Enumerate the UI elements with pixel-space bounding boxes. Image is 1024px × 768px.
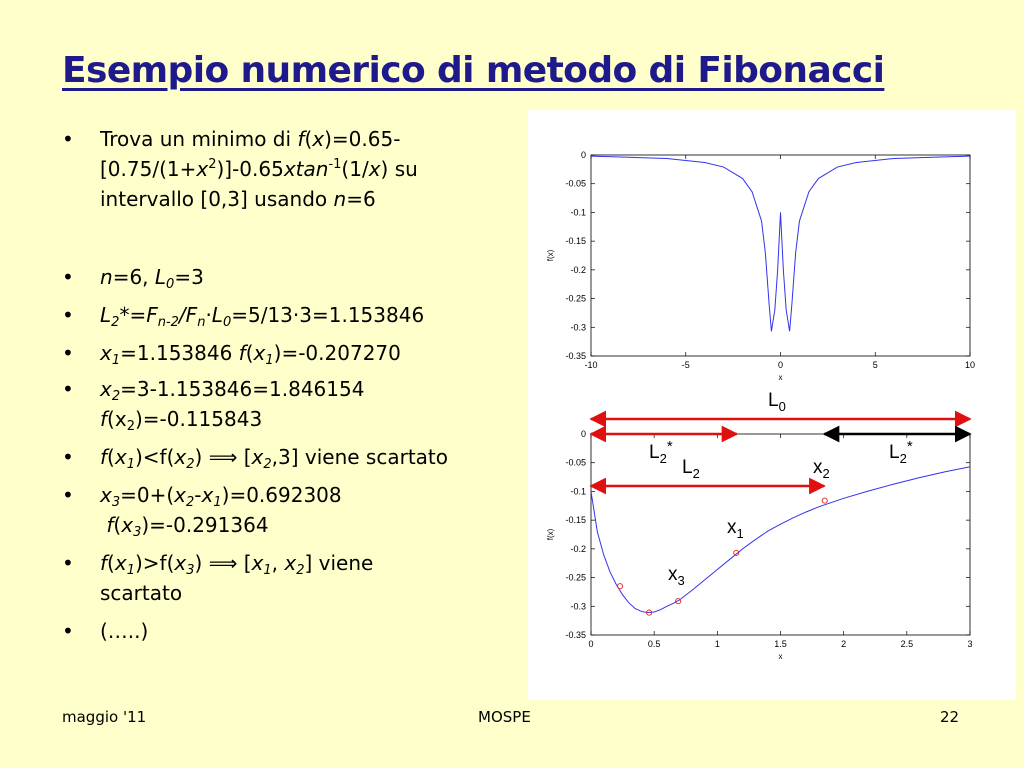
y-tick-label: -0.3 — [570, 601, 586, 612]
bullet-dot: • — [62, 265, 74, 289]
label-x3: $x_3$ — [668, 564, 685, 588]
bullet-text: $x_2=3-1.153846=1.846154$ $f(x_2)=-0.115843$ — [100, 377, 365, 434]
bullet-text: $x_3=0+(x_2-x_1)=0.692308$ $f(x_3)=-0.291364$ — [100, 483, 342, 540]
bullet-dot: • — [62, 445, 74, 469]
y-tick-label: -0.1 — [570, 486, 586, 497]
y-tick-label: -0.1 — [570, 207, 586, 218]
bullet-text: $f(x_1)>f(x_3)$ ⟹ [$x_1$, $x_2$] viene scartato — [100, 551, 374, 605]
label-L2star-left: $L_2^*$ — [649, 438, 673, 466]
plot-frame-2 — [591, 434, 970, 635]
x-tick-label: 10 — [964, 360, 976, 370]
x-tick-label: 2.5 — [900, 639, 914, 649]
x-tick-label: 0 — [588, 639, 594, 649]
label-x1: $x_1$ — [727, 517, 744, 541]
footer-page-number: 22 — [940, 708, 960, 726]
function-plots — [528, 110, 1016, 700]
y-tick-label: -0.25 — [565, 293, 586, 304]
y-tick-label: -0.2 — [570, 543, 586, 554]
y-axis-label: f(x) — [546, 249, 555, 262]
x-tick-label: 5 — [872, 360, 878, 370]
label-L2: $L_2$ — [682, 457, 700, 481]
x-tick-label: 1 — [714, 639, 720, 649]
plot-frame-1 — [591, 155, 970, 356]
bullet-dot: • — [62, 341, 74, 365]
y-tick-label: -0.3 — [570, 322, 586, 333]
bullet-dot: • — [62, 619, 74, 643]
x-axis-label: x — [778, 652, 783, 661]
y-tick-label: -0.05 — [565, 178, 586, 189]
bullet-text: Trova un minimo di f(x)=0.65- $[0.75/(1+x^2)]-0.65xtan^{-1}(1/x)$ su intervallo [0,3] usando n=6 — [100, 127, 418, 211]
y-tick-label: 0 — [580, 429, 586, 439]
footer-date: maggio '11 — [62, 708, 147, 726]
y-tick-label: -0.15 — [565, 236, 586, 247]
bullet-text: $f(x_1)<f(x_2)$ ⟹ $[x_2,3]$ viene scartato — [100, 445, 449, 472]
bullet-dot: • — [62, 483, 74, 507]
x-tick-label: 0.5 — [647, 639, 661, 649]
figure-panel — [528, 110, 1016, 700]
y-tick-label: -0.15 — [565, 515, 586, 526]
y-axis-label: f(x) — [546, 528, 555, 541]
x-tick-label: 3 — [967, 639, 973, 649]
y-tick-label: -0.35 — [565, 630, 586, 640]
bullet-dot: • — [62, 551, 74, 575]
y-tick-label: -0.25 — [565, 572, 586, 583]
y-tick-label: -0.35 — [565, 351, 586, 361]
y-tick-label: -0.05 — [565, 457, 586, 468]
bullet-text: $x_1=1.153846$ $f(x_1)=-0.207270$ — [100, 341, 401, 368]
y-tick-label: -0.2 — [570, 264, 586, 275]
x-axis-label: x — [778, 373, 783, 382]
bullet-text: (…..) — [100, 619, 149, 643]
y-tick-label: 0 — [580, 150, 586, 160]
label-L0: $L_0$ — [768, 390, 786, 414]
x-tick-label: -5 — [681, 360, 690, 370]
x-tick-label: 1.5 — [774, 639, 787, 649]
x-tick-label: 2 — [841, 639, 847, 649]
x-tick-label: -10 — [584, 360, 598, 370]
label-x2: $x_2$ — [813, 457, 830, 481]
bullet-dot: • — [62, 303, 74, 327]
x-tick-label: 0 — [777, 360, 784, 370]
bullet-text: $L_2*=F_{n-2}/F_n\cdot L_0=5/13\cdot 3=1.153846$ — [100, 303, 425, 330]
bullet-dot: • — [62, 127, 74, 151]
bullet-dot: • — [62, 377, 74, 401]
footer-title: MOSPE — [478, 708, 531, 726]
bullet-text: n=6, $L_0=3$ — [100, 265, 204, 292]
slide-title: Esempio numerico di metodo di Fibonacci — [62, 50, 885, 91]
label-L2star-right: $L_2^*$ — [889, 438, 913, 466]
